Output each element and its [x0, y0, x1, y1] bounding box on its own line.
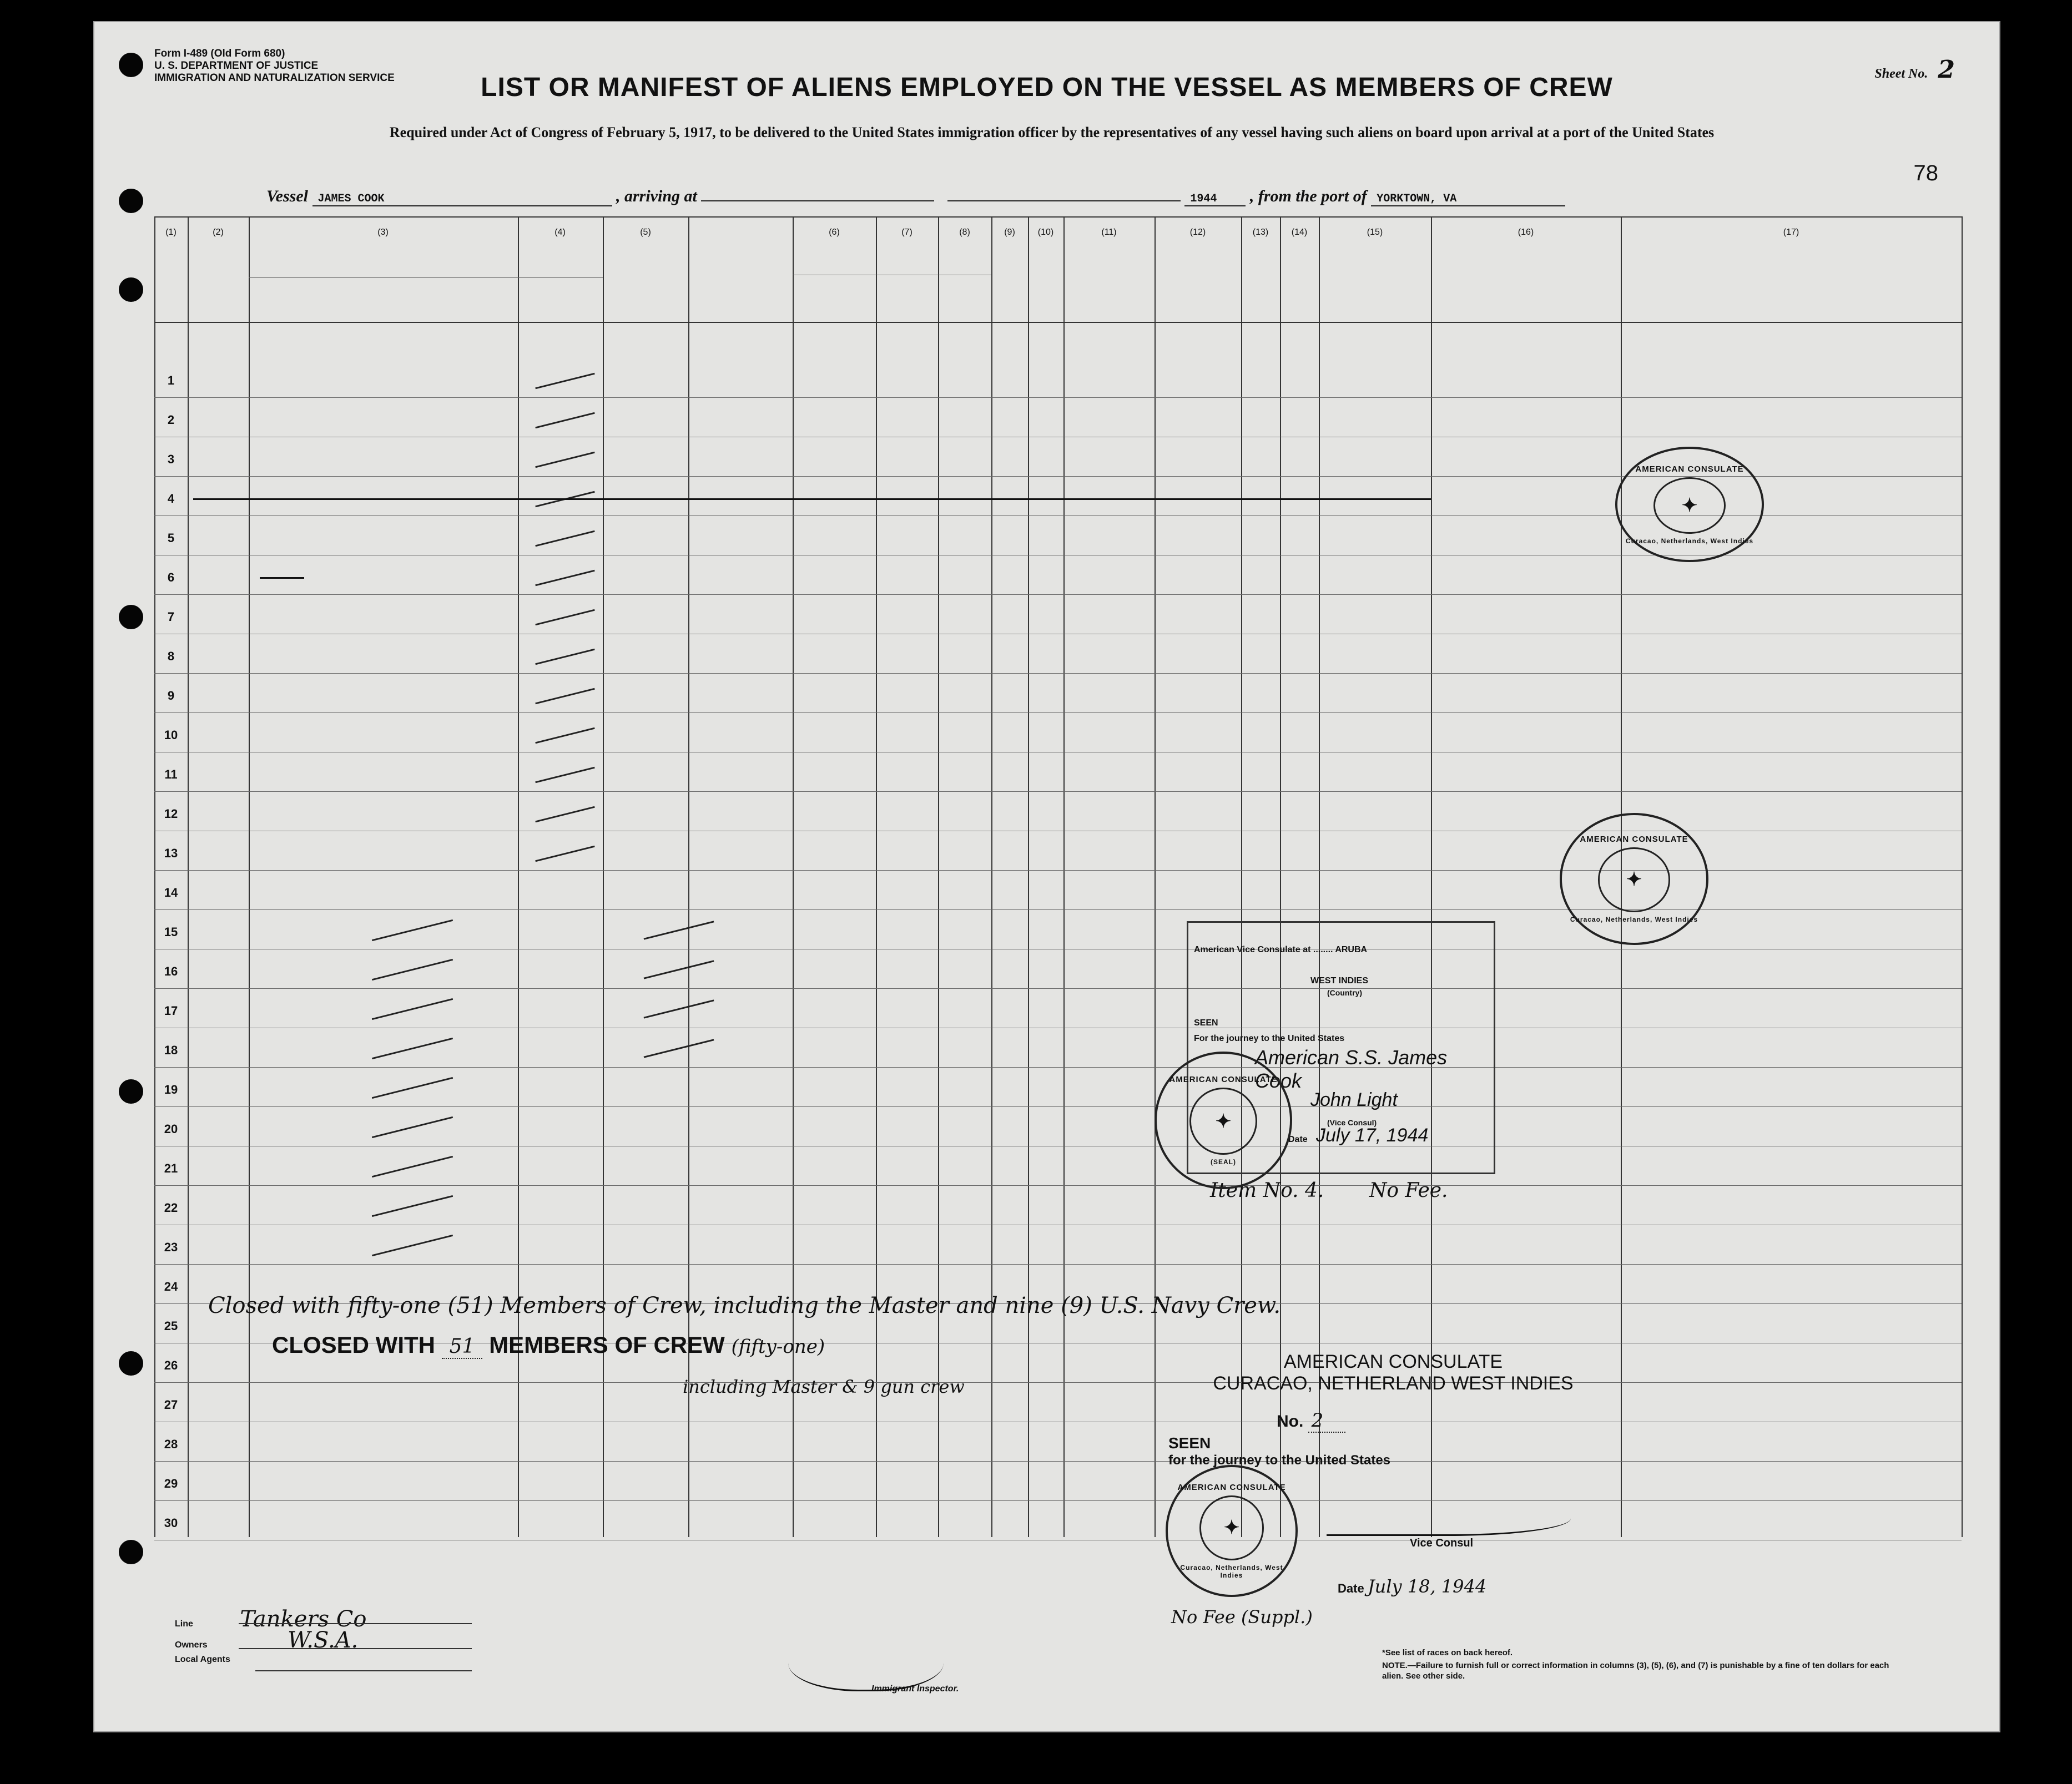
aruba-consulate-line: American Vice Consulate at ........ ARUBA [1194, 945, 1368, 954]
aruba-country: WEST INDIES [1310, 976, 1369, 986]
column-rule [1962, 216, 1963, 1537]
header-top-rule [154, 216, 1962, 218]
row-rule [154, 791, 1962, 792]
curacao-date [1338, 1576, 1486, 1597]
stamp-text: AMERICAN CONSULATE [1635, 464, 1744, 474]
guard-slash [372, 1156, 453, 1177]
row-number: 3 [167, 452, 175, 466]
curacao-consulate-stamp-3 [1166, 1465, 1298, 1597]
row-rule [154, 1500, 1962, 1501]
aruba-fee: No Fee. [1369, 1179, 1448, 1202]
row-number: 22 [164, 1201, 178, 1215]
column-rule [1028, 216, 1029, 1537]
row-number: 26 [164, 1358, 178, 1372]
guard-slash [644, 921, 714, 939]
column-rule [249, 216, 250, 1537]
header-bottom-rule [154, 322, 1962, 323]
service-slash [535, 412, 594, 429]
curacao-consulate-stamp [1615, 447, 1764, 562]
row-number: 8 [167, 649, 175, 663]
row-rule [154, 397, 1962, 398]
closed-count-words: (fifty-one) [731, 1336, 825, 1358]
row-rule [154, 988, 1962, 989]
closed-count: 51 [442, 1335, 483, 1359]
curacao-journey: for the journey to the United States [1168, 1453, 1391, 1468]
punch-hole [119, 189, 143, 213]
row-number: 10 [164, 728, 178, 742]
guard-slash [644, 960, 714, 979]
column-number: (16) [1518, 228, 1534, 237]
races-note: *See list of races on back hereof. [1382, 1648, 1513, 1657]
row-number: 13 [164, 846, 178, 860]
guard-slash [644, 999, 714, 1018]
curacao-seen: SEEN [1168, 1434, 1211, 1452]
punch-hole [119, 1079, 143, 1104]
row-number: 14 [164, 886, 178, 899]
column-number: (3) [377, 228, 389, 237]
row-rule [154, 1382, 1962, 1383]
owners-rule [239, 1648, 472, 1649]
guard-slash [372, 959, 453, 981]
stamp-text: AMERICAN CONSULATE [1580, 835, 1688, 845]
column-number: (14) [1291, 228, 1308, 237]
column-number: (2) [213, 228, 224, 237]
service-slash [535, 609, 594, 626]
curacao-date-value: July 18, 1944 [1367, 1576, 1487, 1597]
aruba-item-no: Item No. 4. [1210, 1179, 1324, 1202]
column-number: (15) [1367, 228, 1383, 237]
column-number: (11) [1101, 228, 1117, 237]
service-slash [535, 727, 594, 744]
row-number: 19 [164, 1083, 178, 1096]
inspector-signature [788, 1629, 944, 1691]
arriving-date [947, 200, 1181, 201]
row-number: 16 [164, 964, 178, 978]
page-number: 78 [1913, 161, 1938, 185]
agents-label: Local Agents [175, 1655, 230, 1664]
row-number: 27 [164, 1398, 178, 1412]
guard-slash [372, 919, 453, 941]
sheet-value: 2 [1938, 55, 1955, 84]
curacao-heading-2: CURACAO, NETHERLAND WEST INDIES [1213, 1373, 1574, 1394]
row-4-strikethrough [193, 498, 1431, 500]
column-rule [876, 216, 877, 1537]
document-title: LIST OR MANIFEST OF ALIENS EMPLOYED ON THE VESSEL AS MEMBERS OF CREW [481, 73, 1613, 102]
vessel-label: Vessel [266, 187, 308, 205]
column-rule [1431, 216, 1432, 1537]
curacao-no-label: No. [1277, 1412, 1304, 1431]
vessel-line [266, 187, 1565, 206]
column-rule [1319, 216, 1320, 1537]
punch-hole [119, 277, 143, 302]
column-number: (17) [1783, 228, 1799, 237]
column-rule [938, 216, 939, 1537]
row-number: 28 [164, 1437, 178, 1451]
curacao-vice-consul: Vice Consul [1410, 1537, 1474, 1549]
including-note: including Master & 9 gun crew [683, 1376, 965, 1397]
sheet-label: Sheet No. [1874, 67, 1928, 81]
arriving-label: , arriving at [616, 187, 697, 205]
column-number: (9) [1004, 228, 1015, 237]
document-subtitle: Required under Act of Congress of February 5, 1917, to be delivered to the United States immigration officer by the representatives of any vessel having such aliens on board upon arrival at a port of the United States [389, 124, 1715, 140]
guard-slash [644, 1039, 714, 1058]
stamp-location: Curacao, Netherlands, West Indies [1570, 915, 1698, 923]
service-slash [535, 452, 594, 468]
row-rule [154, 712, 1962, 713]
closing-handwritten: Closed with fifty-one (51) Members of Crew, including the Master and nine (9) U.S. Navy Crew. [208, 1293, 1281, 1318]
column-number: (8) [959, 228, 970, 237]
row-number: 5 [167, 531, 175, 545]
row-number: 6 [167, 570, 175, 584]
column-number: (13) [1252, 228, 1269, 237]
row-rule [154, 1067, 1962, 1068]
row-rule [154, 1461, 1962, 1462]
curacao-signature [1327, 1501, 1571, 1536]
guard-slash [372, 998, 453, 1020]
service-slash [535, 373, 594, 390]
eagle-seal-icon: ✦ [1598, 847, 1671, 912]
row-rule [154, 1185, 1962, 1186]
service-slash [535, 806, 594, 823]
row-number: 7 [167, 610, 175, 624]
service-slash [535, 846, 594, 862]
curacao-fee-note: No Fee (Suppl.) [1171, 1606, 1313, 1628]
aruba-journey: For the journey to the United States [1194, 1034, 1345, 1043]
row-number: 12 [164, 807, 178, 821]
column-number: (12) [1189, 228, 1206, 237]
column-number: (10) [1037, 228, 1054, 237]
curacao-consulate-stamp-2 [1560, 813, 1708, 945]
row-number: 30 [164, 1516, 178, 1530]
row-rule [154, 1264, 1962, 1265]
owners-label: Owners [175, 1640, 208, 1650]
row-number: 11 [164, 767, 178, 781]
department: U. S. DEPARTMENT OF JUSTICE [154, 60, 319, 72]
curacao-heading-1: AMERICAN CONSULATE [1283, 1351, 1503, 1372]
row-number: 29 [164, 1477, 178, 1490]
agents-rule [255, 1670, 472, 1671]
guard-slash [372, 1195, 453, 1217]
column-rule [1063, 216, 1065, 1537]
aruba-vessel-hand: American S.S. James Cook [1255, 1046, 1448, 1092]
row-rule [154, 1106, 1962, 1107]
stamp-seal-label: (SEAL) [1211, 1158, 1236, 1166]
eagle-seal-icon: ✦ [1653, 477, 1726, 534]
closed-with-label: CLOSED WITH [272, 1332, 435, 1358]
column-number: (4) [554, 228, 566, 237]
guard-slash [372, 1077, 453, 1099]
service-slash [535, 767, 594, 784]
row-number: 21 [164, 1161, 178, 1175]
stamp-text: AMERICAN CONSULATE [1169, 1074, 1278, 1084]
vessel-year: 1944 [1184, 193, 1246, 206]
guard-slash [372, 1116, 453, 1138]
service-slash [535, 570, 594, 587]
row-number: 25 [164, 1319, 178, 1333]
aruba-date-value: July 17, 1944 [1316, 1125, 1429, 1146]
guard-slash [372, 1038, 453, 1059]
curacao-date-label: Date [1338, 1581, 1364, 1595]
row-6-family-strike [260, 577, 304, 579]
manifest-sheet [93, 21, 2000, 1732]
aruba-signer: John Light [1310, 1089, 1398, 1110]
stamp-text: AMERICAN CONSULATE [1177, 1483, 1286, 1493]
name-subheader-rule [249, 277, 603, 278]
service: IMMIGRATION AND NATURALIZATION SERVICE [154, 72, 395, 84]
column-number: (7) [901, 228, 913, 237]
aruba-country-label: (Country) [1327, 988, 1362, 997]
column-rule [1241, 216, 1242, 1537]
row-number: 20 [164, 1122, 178, 1136]
line-rule [239, 1623, 472, 1624]
punch-hole [119, 605, 143, 629]
column-number: (1) [165, 228, 177, 237]
from-label: , from the port of [1249, 187, 1367, 205]
row-number: 4 [167, 492, 175, 506]
column-rule [991, 216, 992, 1537]
row-number: 17 [164, 1004, 178, 1018]
curacao-visa-heading [1199, 1351, 1587, 1394]
eagle-seal-icon: ✦ [1199, 1495, 1264, 1560]
form-number: Form I-489 (Old Form 680) [154, 48, 285, 59]
row-number: 9 [167, 689, 175, 703]
curacao-no-value: 2 [1308, 1409, 1346, 1433]
row-number: 24 [164, 1280, 178, 1293]
column-number: (5) [640, 228, 651, 237]
aruba-date-label: Date [1288, 1135, 1308, 1144]
penalty-note: NOTE.—Failure to furnish full or correct information in columns (3), (5), (6), and (7) is punishable by a fine of ten dollars for each alien. See other side. [1382, 1661, 1889, 1681]
row-rule [154, 594, 1962, 595]
aruba-vice-consul: (Vice Consul) [1327, 1118, 1377, 1127]
line-value: Tankers Co [240, 1606, 367, 1632]
punch-hole [119, 1540, 143, 1564]
punch-hole [119, 1351, 143, 1376]
column-rule [1155, 216, 1156, 1537]
column-rule [188, 216, 189, 1537]
stamp-location: Curacao, Netherlands, West Indies [1625, 537, 1754, 545]
aruba-seen: SEEN [1194, 1018, 1218, 1028]
service-slash [535, 649, 594, 665]
row-number: 23 [164, 1240, 178, 1254]
members-of-crew-label: MEMBERS OF CREW [489, 1332, 725, 1358]
curacao-number [1277, 1409, 1345, 1432]
stamp-location: Curacao, Netherlands, West Indies [1180, 1563, 1283, 1579]
owners-value: W.S.A. [288, 1628, 359, 1653]
row-number: 18 [164, 1043, 178, 1057]
inspector-label: Immigrant Inspector. [871, 1684, 959, 1694]
arriving-port [701, 200, 934, 201]
aruba-consulate-stamp [1155, 1052, 1292, 1189]
footer-owners [175, 1628, 358, 1653]
row-number: 15 [164, 925, 178, 939]
service-slash [535, 688, 594, 705]
line-label: Line [175, 1619, 193, 1629]
row-number: 1 [167, 373, 175, 387]
column-rule [1280, 216, 1281, 1537]
closed-with-stamp [272, 1332, 825, 1358]
row-rule [154, 673, 1962, 674]
guard-slash [372, 1235, 453, 1256]
row-number: 2 [167, 413, 175, 427]
eagle-seal-icon: ✦ [1189, 1088, 1257, 1155]
column-number: (6) [829, 228, 840, 237]
vessel-name: JAMES COOK [312, 193, 612, 206]
from-port: YORKTOWN, VA [1371, 193, 1565, 206]
service-slash [535, 530, 594, 547]
